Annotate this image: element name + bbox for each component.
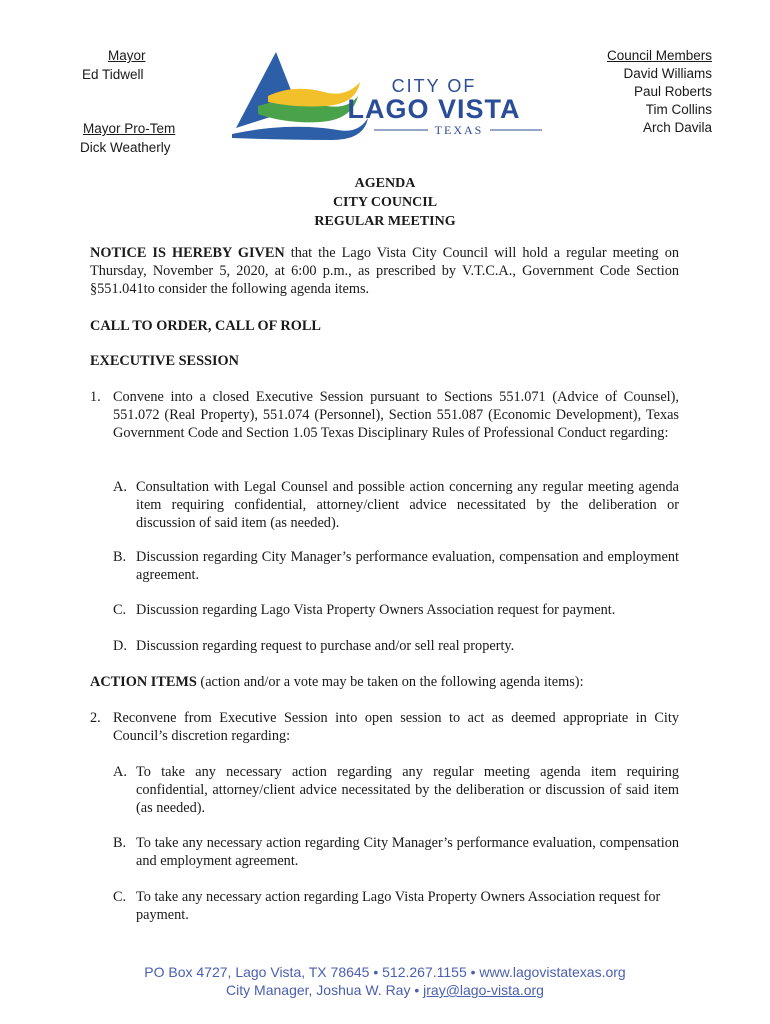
- subitem-letter: A.: [113, 764, 127, 780]
- council-member: Paul Roberts: [633, 84, 712, 99]
- footer-contact: [0, 981, 770, 999]
- subitem-text: Discussion regarding City Manager’s performance evaluation, compensation and employment agreement.: [136, 549, 679, 583]
- subitem-letter: D.: [113, 638, 127, 654]
- subitem-text: Discussion regarding Lago Vista Property Owners Association request for payment.: [136, 602, 616, 618]
- title-line: AGENDA: [354, 176, 416, 191]
- subitem-text: Consultation with Legal Counsel and possible action concerning any regular meeting agenda item requiring confidential, attorney/client advice necessitated by the deliberation or discussion of said item (as needed).: [136, 479, 679, 531]
- call-to-order-heading: CALL TO ORDER, CALL OF ROLL: [90, 318, 321, 334]
- council-member: Tim Collins: [645, 102, 712, 117]
- mayor-pro-tem-label: Mayor Pro-Tem: [83, 121, 176, 136]
- council-member: David Williams: [623, 66, 712, 81]
- action-items-note: (action and/or a vote may be taken on the following agenda items):: [196, 674, 584, 690]
- notice-paragraph: [90, 245, 679, 298]
- action-items-heading: ACTION ITEMS: [90, 674, 197, 690]
- notice-lead: NOTICE IS HEREBY GIVEN: [90, 245, 285, 261]
- mayor-name: Ed Tidwell: [82, 67, 144, 82]
- subitem-letter: B.: [113, 835, 127, 851]
- subitem-text: To take any necessary action regarding Lago Vista Property Owners Association request for payment.: [136, 889, 661, 923]
- council-member: Arch Davila: [642, 120, 712, 135]
- item-number: 2.: [90, 710, 101, 726]
- subitem-letter: A.: [113, 479, 127, 495]
- city-logo: [228, 48, 558, 140]
- title-line: REGULAR MEETING: [314, 214, 456, 229]
- item-number: 1.: [90, 389, 101, 405]
- item-text: Reconvene from Executive Session into open session to act as deemed appropriate in City Council’s discretion regarding:: [113, 710, 679, 744]
- footer-address: PO Box 4727, Lago Vista, TX 78645 • 512.267.1155 • www.lagovistatexas.org: [144, 964, 626, 980]
- logo-line1: CITY OF: [391, 76, 477, 96]
- sail-logo-icon: [228, 48, 558, 140]
- subitem-text: To take any necessary action regarding any regular meeting agenda item requiring confidential, attorney/client advice necessitated by the deliberation or discussion of said item (as needed).: [136, 764, 679, 816]
- logo-line2: LAGO VISTA: [347, 94, 521, 124]
- notice-text: that the Lago Vista City Council will hold a regular meeting on Thursday, November 5, 2020, at 6:00 p.m., as prescribed by V.T.C.A., Government Code Section §551.041to consider the following agenda items.: [90, 245, 679, 297]
- title-line: CITY COUNCIL: [332, 195, 438, 210]
- subitem-letter: C.: [113, 889, 127, 905]
- logo-line3: TEXAS: [434, 123, 484, 137]
- subitem-text: To take any necessary action regarding City Manager’s performance evaluation, compensation and employment agreement.: [136, 835, 679, 869]
- mayor-label: Mayor: [108, 48, 146, 63]
- agenda-title: [0, 174, 770, 231]
- footer-city-manager: City Manager, Joshua W. Ray •: [226, 982, 424, 998]
- mayor-pro-tem-name: Dick Weatherly: [80, 140, 171, 155]
- item-text: Convene into a closed Executive Session pursuant to Sections 551.071 (Advice of Counsel), 551.072 (Real Property), 551.074 (Personnel), Section 551.087 (Economic Development), Texas Government Code and Section 1.05 Texas Disciplinary Rules of Professional Conduct regarding:: [113, 389, 679, 441]
- action-items-paragraph: [90, 674, 679, 692]
- subitem-text: Discussion regarding request to purchase and/or sell real property.: [136, 638, 515, 654]
- executive-session-heading: EXECUTIVE SESSION: [90, 353, 239, 369]
- council-members-label: Council Members: [606, 48, 712, 63]
- subitem-letter: B.: [113, 549, 127, 565]
- email-link[interactable]: jray@lago-vista.org: [423, 982, 544, 998]
- subitem-letter: C.: [113, 602, 127, 618]
